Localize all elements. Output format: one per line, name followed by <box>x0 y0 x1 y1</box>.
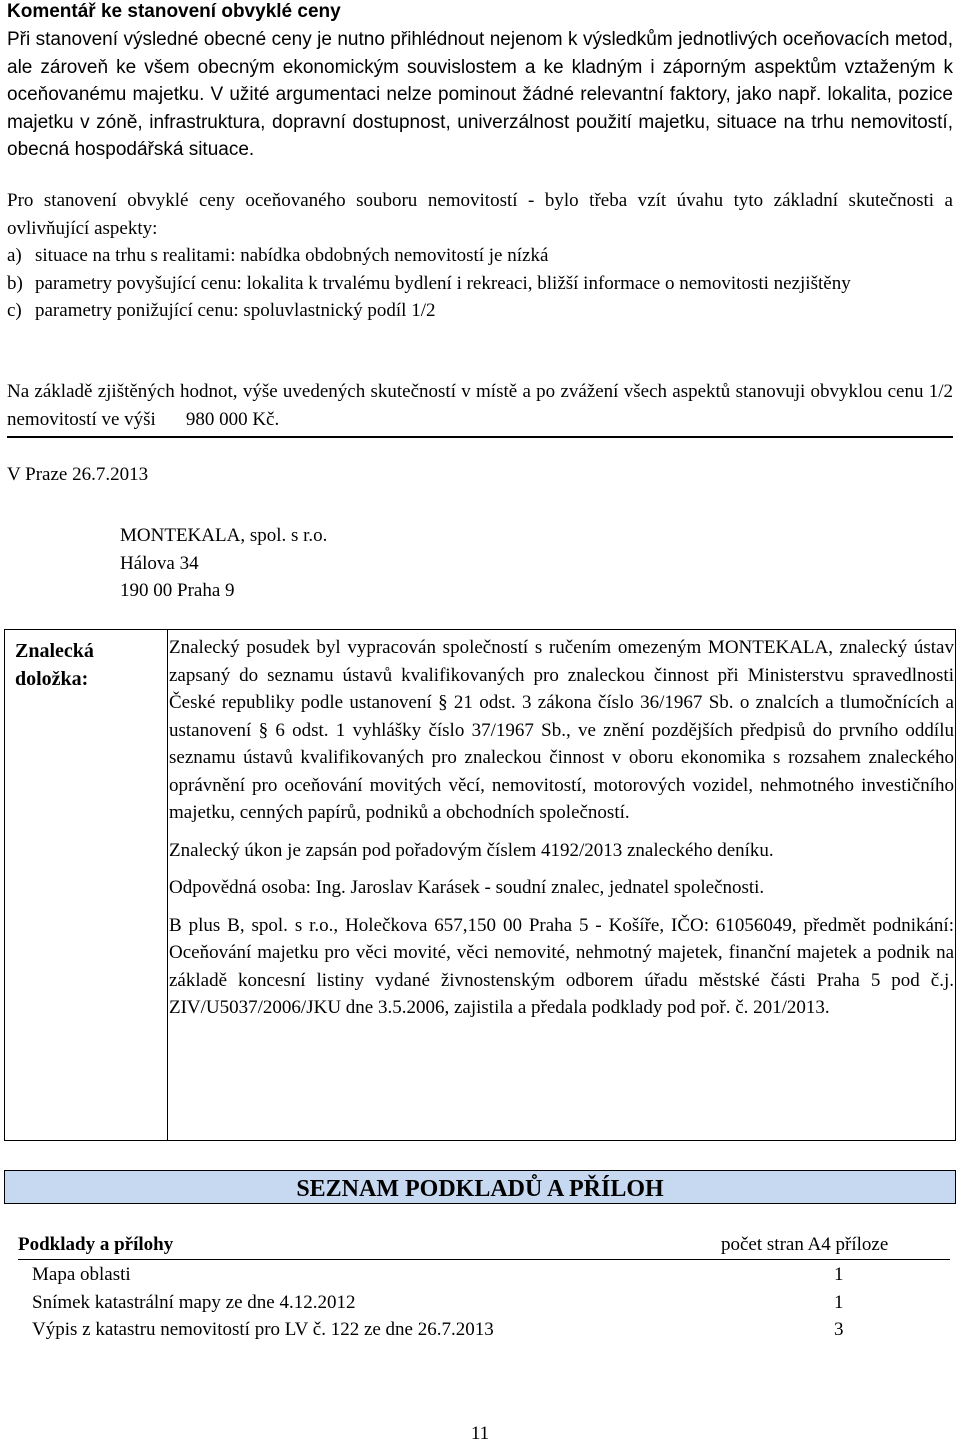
attachment-row <box>32 1316 932 1344</box>
commentary-paragraph-2: Pro stanovení obvyklé ceny oceňovaného souboru nemovitostí - bylo třeba vzít úvahu tyto základní skutečnosti a ovlivňující aspekty: <box>7 190 953 239</box>
aspects-list <box>7 242 953 325</box>
clause-paragraph: Znalecký úkon je zapsán pod pořadovým číslem 4192/2013 znaleckého deníku. <box>169 839 774 861</box>
list-item-text: parametry povyšující cenu: lokalita k trvalému bydlení i rekreaci, bližší informace o nemovitosti nezjištěny <box>35 272 851 294</box>
expert-clause-box <box>4 629 956 1141</box>
attachments-header-right: počet stran A4 příloze <box>721 1234 889 1255</box>
list-item-label: b) <box>7 272 23 294</box>
clause-paragraph: B plus B, spol. s r.o., Holečkova 657,150 00 Praha 5 - Košíře, IČO: 61056049, předmět podnikání: Oceňování majetku pro věci movité, věci nemovité, nehmotný majetek, finanční majetek a podnik na základě koncesní listiny vydané živnostenským odborem úřadu městské části Praha 5 pod č.j. ZIV/U5037/2006/JKU dne 3.5.2006, zajistila a předala podklady pod poř. č. 201/2013. <box>169 914 954 1018</box>
attachment-row <box>32 1289 932 1317</box>
list-item <box>7 242 953 270</box>
attachments-header-left: Podklady a přílohy <box>18 1234 174 1255</box>
page-number: 11 <box>470 1423 490 1444</box>
clause-paragraph: Odpovědná osoba: Ing. Jaroslav Karásek - soudní znalec, jednatel společnosti. <box>169 877 765 898</box>
attachment-name: Výpis z katastru nemovitostí pro LV č. 122 ze dne 26.7.2013 <box>32 1319 494 1340</box>
attachments-banner <box>4 1170 956 1204</box>
address-line-street: Hálova 34 <box>120 552 199 574</box>
list-item <box>7 270 953 298</box>
attachment-row <box>32 1261 932 1289</box>
clause-divider <box>167 630 168 1140</box>
conclusion-paragraph <box>7 378 953 438</box>
list-item-label: c) <box>7 300 22 321</box>
clause-paragraph: Znalecký posudek byl vypracován společností s ručením omezeným MONTEKALA, znalecký ústav zapsaný do seznamu ústavů kvalifikovaných pro znaleckou činnost při Ministerstvu spravedlnosti České republiky podle ustanovení § 21 odst. 3 zákona číslo 36/1967 Sb. o znalcích a tlumočnících a ustanovení § 6 odst. 1 vyhlášky číslo 37/1967 Sb., ve znění pozdějších předpisů do prvního oddílu seznamu ústavů kvalifikovaných pro znaleckou činnost v oboru ekonomika s rozsahem znaleckého oprávnění pro oceňování movitých věcí, nemovitostí, motorových vozidel, nehmotného investičního majetku, cenných papírů, podniků a obchodních společností. <box>169 637 954 823</box>
attachment-name: Snímek katastrální mapy ze dne 4.12.2012 <box>32 1292 356 1313</box>
attachment-page-count: 1 <box>834 1292 844 1313</box>
attachments-header <box>18 1231 950 1260</box>
commentary-heading: Komentář ke stanovení obvyklé ceny <box>7 1 341 22</box>
commentary-paragraph-1: Při stanovení výsledné obecné ceny je nutno přihlédnout nejenom k výsledkům jednotlivých oceňovacích metod, ale zároveň ke všem obecným ekonomickým souvislostem a ke kladným i záporným aspektům vztaženým k oceňovanému majetku. V užité argumentaci nelze pominout žádné relevantní faktory, jako např. lokalita, pozice majetku v zóně, infrastruktura, dopravní dostupnost, univerzálnost použití majetku, situace na trhu nemovitostí, obecná hospodářská situace. <box>7 29 953 160</box>
company-address <box>120 522 327 605</box>
attachment-page-count: 1 <box>834 1264 844 1285</box>
valuation-amount: 980 000 Kč. <box>185 408 280 430</box>
address-line-city: 190 00 Praha 9 <box>120 580 235 601</box>
list-item-label: a) <box>7 245 22 266</box>
conclusion-text: Na základě zjištěných hodnot, výše uvedených skutečností v místě a po zvážení všech aspektů stanovuji obvyklou cenu 1/2 nemovitostí ve výši <box>7 381 953 430</box>
clause-body <box>169 634 954 1022</box>
date-line: V Praze 26.7.2013 <box>7 464 149 485</box>
clause-label: Znalecká doložka: <box>15 640 94 690</box>
list-item-text: situace na trhu s realitami: nabídka obdobných nemovitostí je nízká <box>35 245 549 266</box>
address-line-company: MONTEKALA, spol. s r.o. <box>120 525 328 546</box>
list-item-text: parametry ponižující cenu: spoluvlastnický podíl 1/2 <box>35 300 436 321</box>
list-item <box>7 297 953 325</box>
attachment-page-count: 3 <box>834 1319 844 1340</box>
attachment-name: Mapa oblasti <box>32 1264 131 1285</box>
attachments-title: SEZNAM PODKLADŮ A PŘÍLOH <box>296 1176 664 1202</box>
